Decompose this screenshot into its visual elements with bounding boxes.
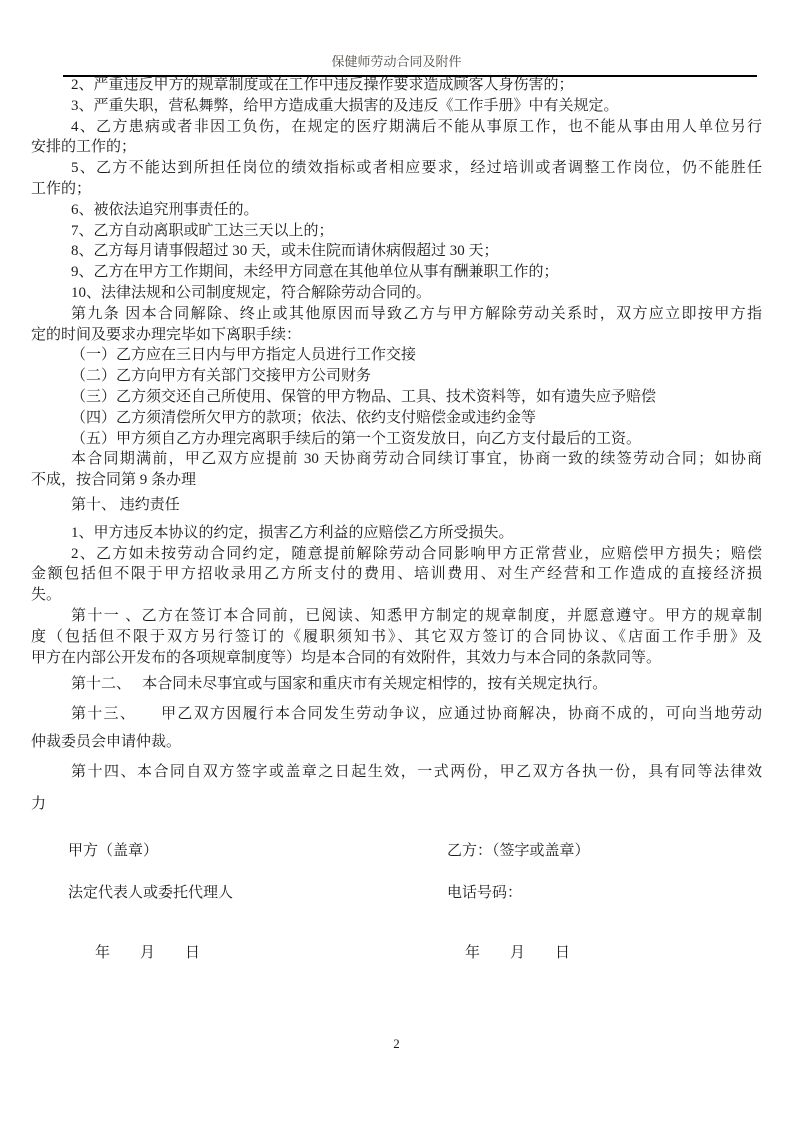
text-line: （二）乙方向甲方有关部门交接甲方公司财务 — [71, 368, 372, 385]
text-line: 度（包括但不限于双方另行签订的《履职须知书》、其它双方签订的合同协议、《店面工作手册》及 — [31, 628, 762, 645]
text-line: 第十一 、乙方在签订本合同前，已阅读、知悉甲方制定的规章制度，并愿意遵守。甲方的规章制 — [71, 607, 762, 624]
paragraph — [31, 304, 762, 346]
text-line: 力 — [31, 796, 47, 813]
text-line: （一）乙方应在三日内与甲方指定人员进行工作交接 — [71, 347, 417, 364]
text-line: 甲方在内部公开发布的各项规章制度等）均是本合同的有效附件，其效力与本合同的条款同等。 — [31, 649, 662, 666]
text-line: （四）乙方须清偿所欠甲方的款项；依法、依约支付赔偿金或违约金等 — [71, 409, 537, 426]
paragraph — [31, 262, 762, 283]
text-line: 安排的工作的； — [31, 139, 137, 156]
text-line: 3、严重失职，营私舞弊，给甲方造成重大损害的及违反《工作手册》中有关规定。 — [71, 97, 619, 114]
paragraph — [31, 387, 762, 408]
paragraph — [31, 449, 762, 491]
phone-number-label: 电话号码： — [447, 885, 523, 901]
paragraph — [31, 756, 762, 820]
paragraph — [31, 200, 762, 221]
paragraph — [31, 75, 762, 96]
paragraph — [31, 674, 762, 695]
text-line: 工作的； — [31, 180, 92, 197]
date-line-party-b: 年 月 日 — [465, 945, 571, 961]
paragraph — [31, 408, 762, 429]
text-line: （五）甲方须自乙方办理完离职手续后的第一个工资发放日，向乙方支付最后的工资。 — [71, 430, 642, 447]
header-title: 保健师劳动合同及附件 — [331, 54, 462, 69]
paragraph — [31, 241, 762, 262]
text-line: 定的时间及要求办理完毕如下离职手续： — [31, 326, 302, 343]
text-line: 不成，按合同第 9 条办理 — [31, 472, 197, 489]
paragraph — [31, 221, 762, 242]
text-line: 9、乙方在甲方工作期间，未经甲方同意在其他单位从事有酬兼职工作的； — [71, 264, 559, 281]
date-line-party-a: 年 月 日 — [95, 945, 201, 961]
paragraph — [31, 495, 762, 516]
paragraph — [31, 96, 762, 117]
text-line: 2、严重违反甲方的规章制度或在工作中违反操作要求造成顾客人身伤害的； — [71, 77, 574, 93]
paragraph — [31, 345, 762, 366]
text-line: 5、乙方不能达到所担任岗位的绩效指标或者相应要求，经过培训或者调整工作岗位，仍不能胜任 — [71, 160, 762, 177]
paragraph — [31, 523, 762, 544]
paragraph — [31, 544, 762, 606]
paragraph — [31, 366, 762, 387]
text-line: 仲裁委员会申请仲裁。 — [31, 734, 182, 751]
text-line: 6、被依法追究刑事责任的。 — [71, 201, 259, 218]
text-line: 第十二、 本合同未尽事宜或与国家和重庆市有关规定相悖的，按有关规定执行。 — [71, 676, 608, 693]
text-line: 8、乙方每月请事假超过 30 天，或未住院而请休病假超过 30 天； — [71, 243, 499, 260]
text-line: （三）乙方须交还自己所使用、保管的甲方物品、工具、技术资料等，如有遗失应予赔偿 — [71, 388, 657, 405]
page-number: 2 — [393, 1036, 400, 1051]
text-line: 第十四、本合同自双方签字或盖章之日起生效，一式两份，甲乙双方各执一份，具有同等法律效 — [71, 764, 762, 781]
text-line: 7、乙方自动离职或旷工达三天以上的； — [71, 222, 334, 239]
text-line: 第十、 违约责任 — [71, 496, 180, 513]
text-line: 10、法律法规和公司制度规定，符合解除劳动合同的。 — [71, 284, 432, 301]
paragraph — [31, 283, 762, 304]
paragraph — [31, 429, 762, 450]
document-body — [31, 75, 762, 820]
text-line: 第十三、 甲乙双方因履行本合同发生劳动争议，应通过协商解决，协商不成的，可向当地劳动 — [71, 706, 762, 723]
text-line: 第九条 因本合同解除、终止或其他原因而导致乙方与甲方解除劳动关系时，双方应立即按甲方指 — [71, 305, 762, 322]
party-a-seal-label: 甲方（盖章） — [68, 843, 159, 859]
text-line: 本合同期满前，甲乙双方应提前 30 天协商劳动合同续订事宜，协商一致的续签劳动合同；如协商 — [71, 451, 762, 468]
text-line: 1、甲方违反本协议的约定，损害乙方利益的应赔偿乙方所受损失。 — [71, 524, 514, 541]
text-line: 2、乙方如未按劳动合同约定，随意提前解除劳动合同影响甲方正常营业，应赔偿甲方损失；赔偿 — [71, 545, 762, 562]
text-line: 4、乙方患病或者非因工负伤，在规定的医疗期满后不能从事原工作，也不能从事由用人单位另行 — [71, 118, 762, 135]
paragraph — [31, 117, 762, 159]
legal-representative-label: 法定代表人或委托代理人 — [68, 885, 234, 901]
text-line: 金额包括但不限于甲方招收录用乙方所支付的费用、培训费用、对生产经营和工作造成的直接经济损 — [31, 566, 762, 583]
party-b-sign-label: 乙方：（签字或盖章） — [447, 843, 590, 859]
paragraph — [31, 158, 762, 200]
text-line: 失。 — [31, 587, 62, 604]
paragraph — [31, 700, 762, 756]
paragraph — [31, 606, 762, 668]
